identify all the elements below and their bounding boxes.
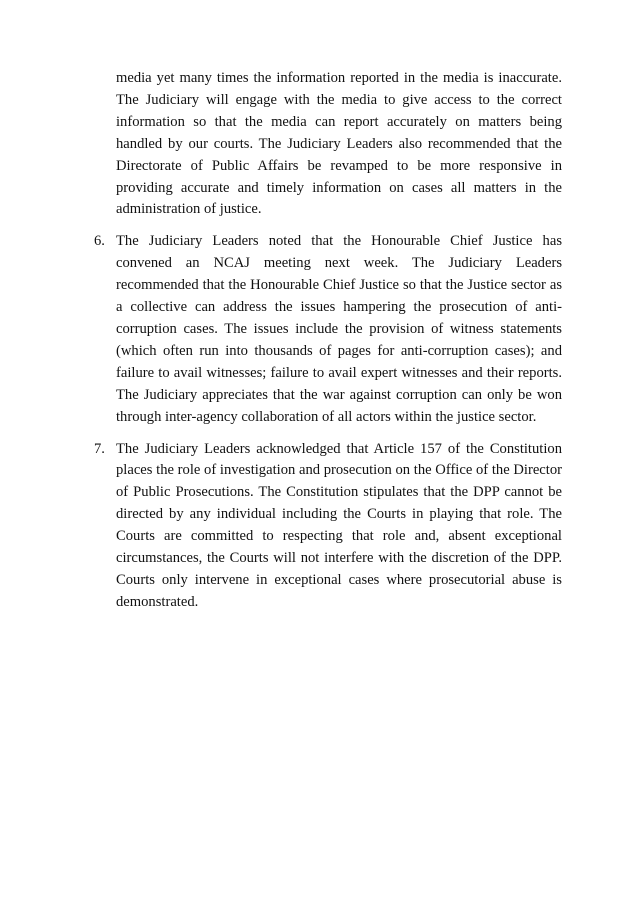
paragraph-text: The Judiciary Leaders noted that the Honourable Chief Justice has convened an NCAJ meeting next week. The Judiciary Leaders recommended that the Honourable Chief Justice so that the Justice sector as a collective can address the issues hampering the prosecution of anti-corruption cases. The issues include the provision of witness statements (which often run into thousands of pages for anti-corruption cases); and failure to avail witnesses; failure to avail expert witnesses and their reports. The Judiciary appreciates that the war against corruption can only be won through inter-agency collaboration of all actors within the justice sector. — [116, 233, 562, 425]
document-body — [94, 68, 562, 624]
paragraph-number: 7. — [94, 440, 105, 457]
numbered-paragraph-6 — [94, 231, 562, 428]
paragraph-text: The Judiciary Leaders acknowledged that Article 157 of the Constitution places the role of investigation and prosecution on the Office of the Director of Public Prosecutions. The Constitution stipulates that the DPP cannot be directed by any individual including the Courts in playing that role. The Courts are committed to respecting that role and, absent exceptional circumstances, the Courts will not interfere with the discretion of the DPP. Courts only intervene in exceptional cases where prosecutorial abuse is demonstrated. — [116, 440, 562, 610]
continuation-paragraph — [94, 68, 562, 221]
numbered-paragraph-7 — [94, 439, 562, 614]
continuation-paragraph-text: media yet many times the information reported in the media is inaccurate. The Judiciary will engage with the media to give access to the correct information so that the media can report accurately on matters being handled by our courts. The Judiciary Leaders also recommended that the Directorate of Public Affairs be revamped to be more responsive in providing accurate and timely information on cases all matters in the administration of justice. — [116, 70, 562, 218]
paragraph-number: 6. — [94, 233, 105, 250]
